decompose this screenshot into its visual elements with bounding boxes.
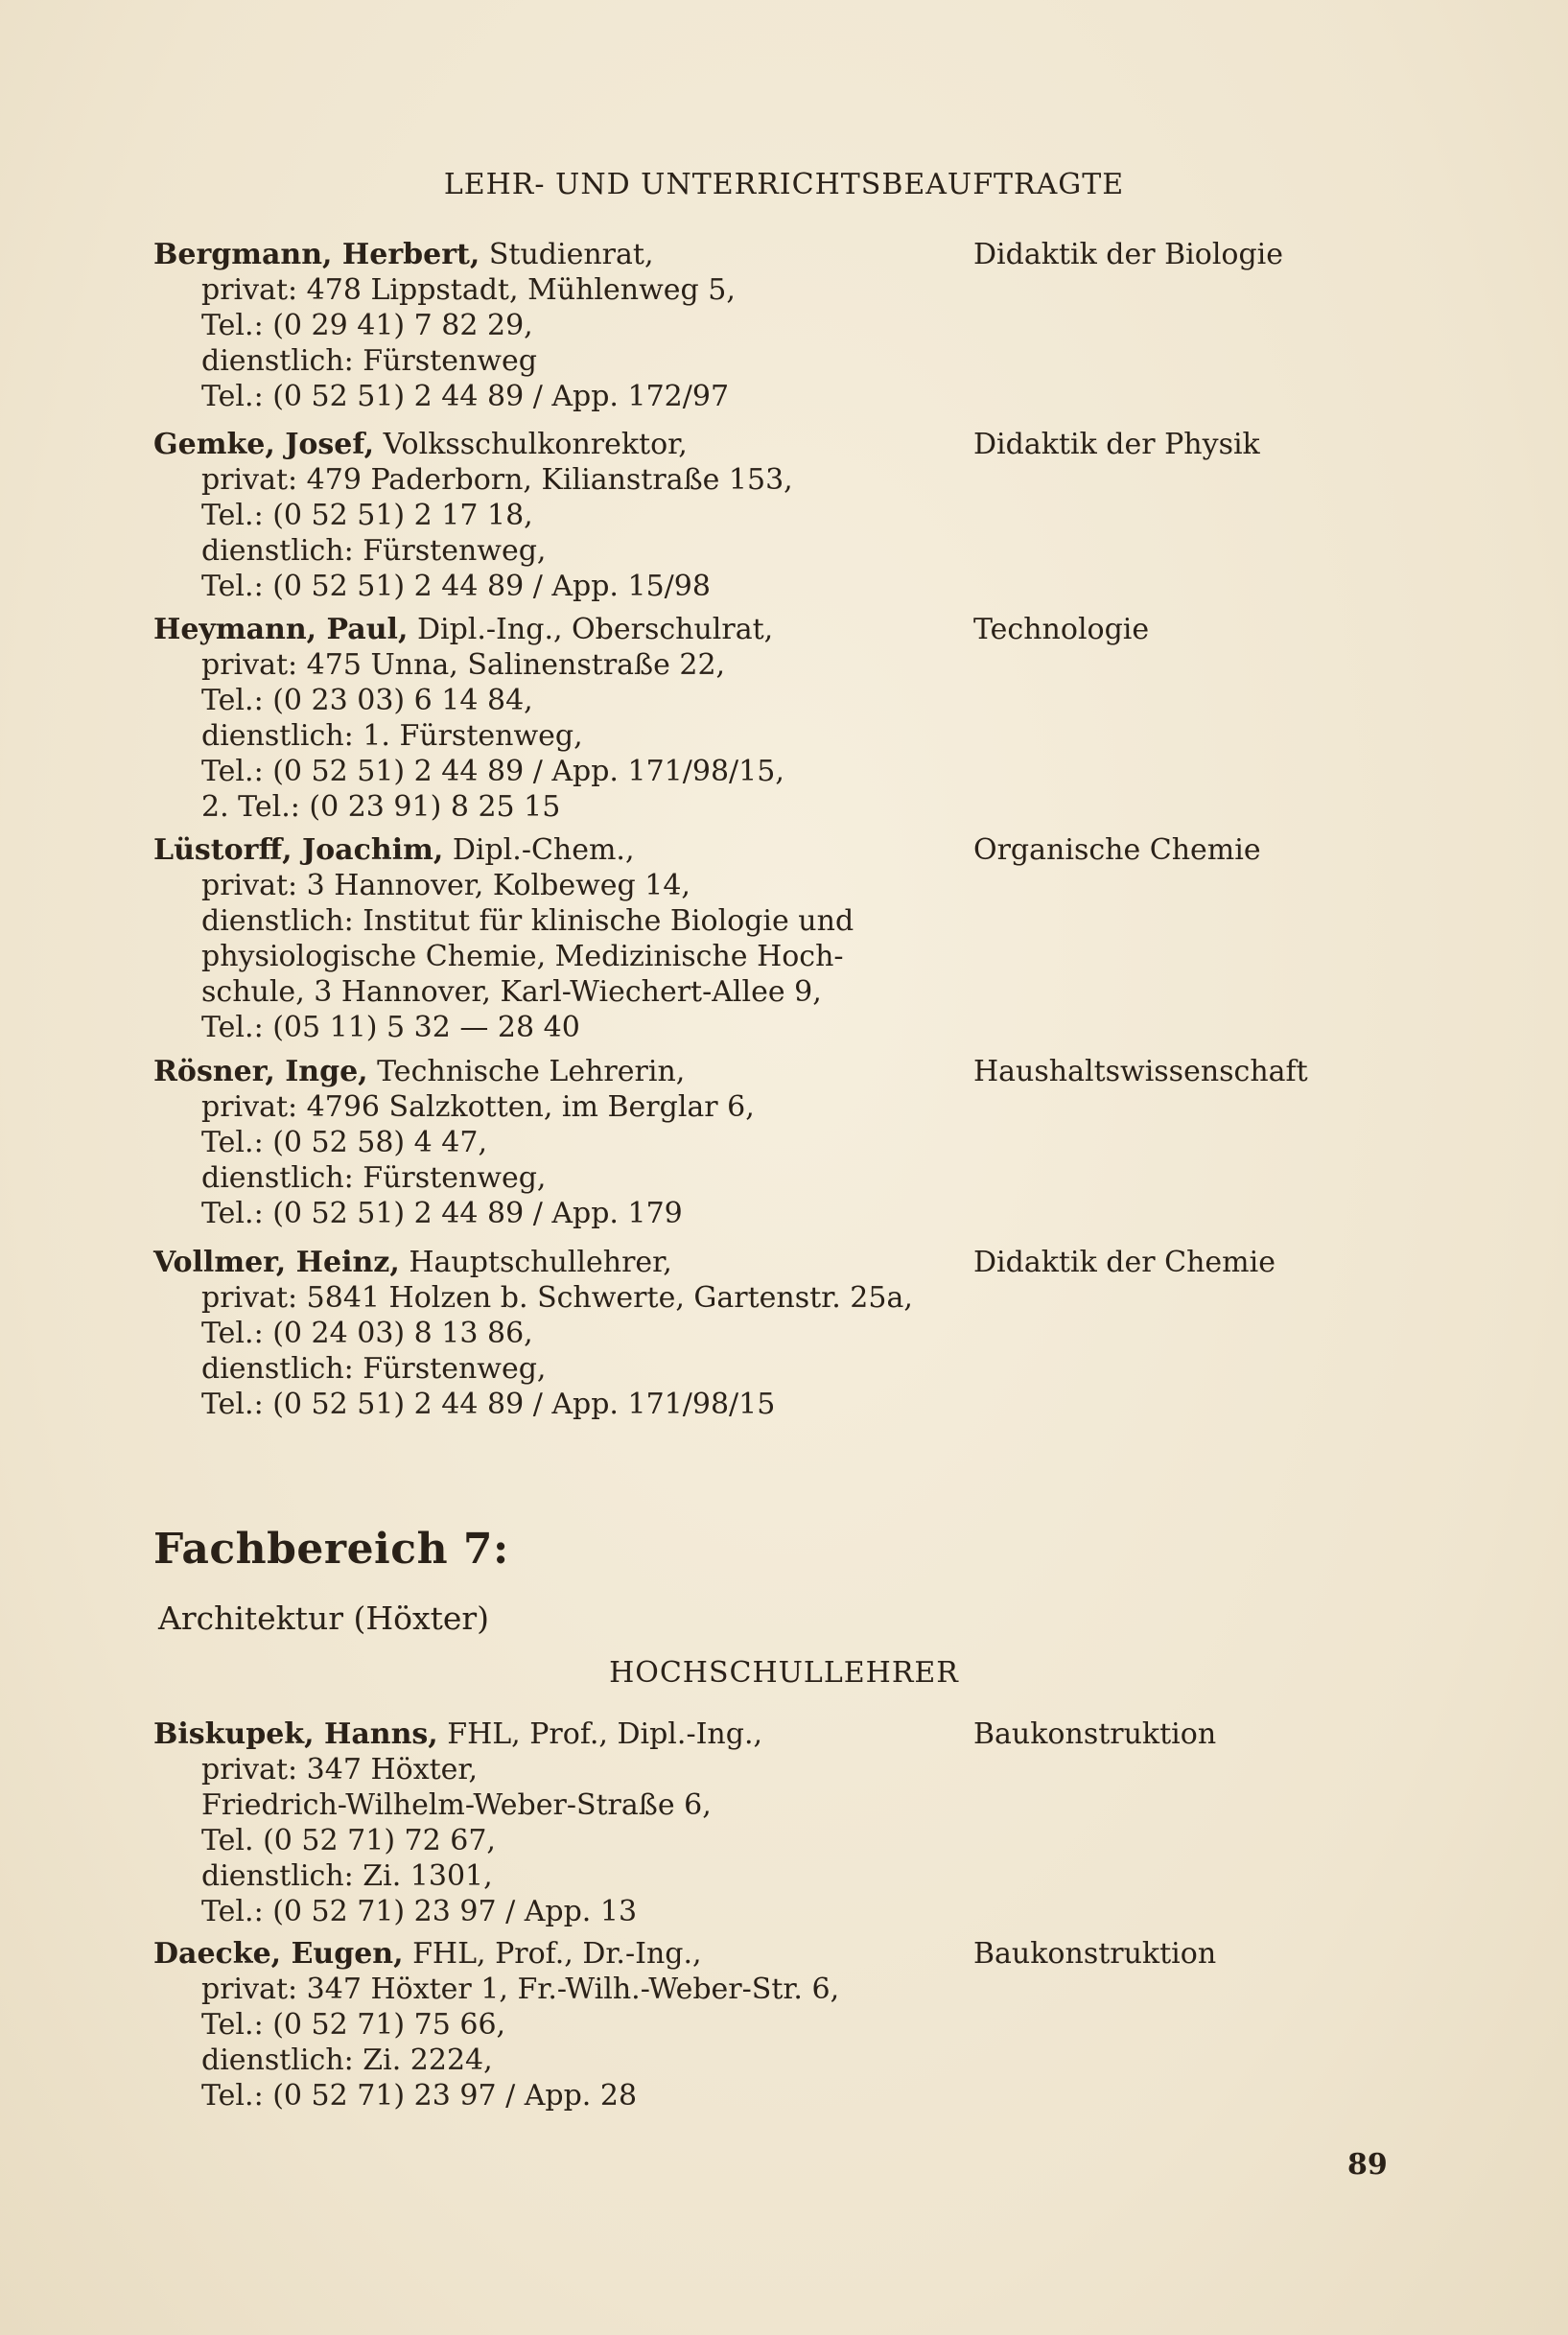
entry-subject: Baukonstruktion: [973, 1717, 1217, 1751]
staff-entry: [153, 832, 1477, 1045]
entry-line: Tel.: (0 52 51) 2 44 89 / App. 171/98/15: [201, 1388, 776, 1421]
entry-line: privat: 5841 Holzen b. Schwerte, Gartenstr. 25a,: [201, 1281, 913, 1315]
entry-line: Tel.: (0 52 51) 2 17 18,: [201, 499, 533, 532]
entry-line: Friedrich-Wilhelm-Weber-Straße 6,: [201, 1788, 712, 1822]
entry-name: Daecke, Eugen,: [153, 1937, 404, 1971]
entry-line: Tel.: (0 23 03) 6 14 84,: [201, 684, 533, 717]
entry-line: dienstlich: Zi. 2224,: [201, 2043, 493, 2077]
staff-entry: [153, 237, 1477, 414]
entry-line: schule, 3 Hannover, Karl-Wiechert-Allee 9,: [201, 975, 822, 1009]
entry-line: privat: 479 Paderborn, Kilianstraße 153,: [201, 463, 793, 497]
entry-subject: Didaktik der Biologie: [973, 238, 1284, 271]
section-subtitle: Architektur (Höxter): [158, 1599, 490, 1637]
entry-line: Tel.: (0 52 51) 2 44 89 / App. 171/98/15,: [201, 755, 784, 788]
entry-line: Tel.: (0 52 51) 2 44 89 / App. 179: [201, 1197, 683, 1230]
entry-name: Lüstorff, Joachim,: [153, 833, 444, 867]
entry-title: Technische Lehrerin,: [367, 1055, 686, 1088]
entry-line: dienstlich: Fürstenweg,: [201, 1161, 547, 1195]
entry-line: 2. Tel.: (0 23 91) 8 25 15: [201, 790, 561, 824]
entry-subject: Didaktik der Chemie: [973, 1246, 1275, 1279]
entry-line: dienstlich: Fürstenweg: [201, 344, 537, 378]
entry-title: Studienrat,: [480, 238, 654, 271]
page-heading: LEHR- UND UNTERRICHTSBEAUFTRAGTE: [443, 168, 1125, 201]
entry-subject: Haushaltswissenschaft: [973, 1055, 1308, 1088]
entry-line: privat: 347 Höxter 1, Fr.-Wilh.-Weber-Str. 6,: [201, 1973, 840, 2006]
entry-subject: Organische Chemie: [973, 833, 1261, 867]
entry-header-line: [153, 612, 1477, 647]
entry-name: Bergmann, Herbert,: [153, 238, 480, 271]
entry-line: Tel.: (0 24 03) 8 13 86,: [201, 1317, 533, 1350]
entry-line: Tel.: (0 52 71) 23 97 / App. 28: [201, 2079, 638, 2113]
entry-line: privat: 347 Höxter,: [201, 1753, 479, 1786]
entry-name: Biskupek, Hanns,: [153, 1717, 438, 1751]
entry-line: dienstlich: 1. Fürstenweg,: [201, 719, 583, 753]
entry-line: dienstlich: Institut für klinische Biologie und: [201, 904, 854, 938]
entry-title: Dipl.-Ing., Oberschulrat,: [408, 613, 774, 646]
entry-line: Tel.: (0 29 41) 7 82 29,: [201, 309, 533, 342]
entry-line: Tel. (0 52 71) 72 67,: [201, 1824, 496, 1857]
entry-name: Heymann, Paul,: [153, 613, 409, 646]
entry-line: dienstlich: Zi. 1301,: [201, 1859, 493, 1893]
entry-title: FHL, Prof., Dr.-Ing.,: [403, 1937, 702, 1971]
entry-header-line: [153, 1936, 1477, 1972]
staff-entry: [153, 612, 1477, 825]
entry-title: Hauptschullehrer,: [399, 1246, 672, 1279]
entry-title: Dipl.-Chem.,: [443, 833, 635, 867]
staff-entry: [153, 1245, 1477, 1422]
staff-entry: [153, 1054, 1477, 1231]
entry-line: privat: 475 Unna, Salinenstraße 22,: [201, 648, 726, 682]
entry-header-line: [153, 1245, 1477, 1280]
entry-line: Tel.: (0 52 71) 23 97 / App. 13: [201, 1895, 638, 1928]
entry-line: privat: 478 Lippstadt, Mühlenweg 5,: [201, 273, 736, 307]
entry-line: Tel.: (0 52 58) 4 47,: [201, 1126, 487, 1159]
entry-name: Vollmer, Heinz,: [153, 1246, 400, 1279]
entry-line: Tel.: (0 52 71) 75 66,: [201, 2008, 506, 2042]
entry-subject: Technologie: [973, 613, 1150, 646]
entry-line: Tel.: (0 52 51) 2 44 89 / App. 172/97: [201, 380, 730, 413]
entry-title: FHL, Prof., Dipl.-Ing.,: [437, 1717, 763, 1751]
section-title: Fachbereich 7:: [153, 1525, 509, 1574]
staff-entry: [153, 1716, 1477, 1929]
entry-line: Tel.: (0 52 51) 2 44 89 / App. 15/98: [201, 570, 711, 603]
entry-header-line: [153, 1716, 1477, 1752]
section-heading: HOCHSCHULLEHRER: [609, 1656, 959, 1690]
entry-title: Volksschulkonrektor,: [374, 428, 688, 461]
staff-entry: [153, 427, 1477, 604]
entry-header-line: [153, 832, 1477, 868]
entry-line: privat: 3 Hannover, Kolbeweg 14,: [201, 869, 690, 902]
staff-entry: [153, 1936, 1477, 2113]
entry-line: dienstlich: Fürstenweg,: [201, 1352, 547, 1386]
entry-line: dienstlich: Fürstenweg,: [201, 534, 547, 568]
entry-name: Gemke, Josef,: [153, 428, 375, 461]
page-number: 89: [1347, 2148, 1388, 2182]
entry-line: physiologische Chemie, Medizinische Hoch-: [201, 940, 844, 973]
entry-subject: Baukonstruktion: [973, 1937, 1217, 1971]
entry-line: privat: 4796 Salzkotten, im Berglar 6,: [201, 1090, 755, 1124]
entry-subject: Didaktik der Physik: [973, 428, 1260, 461]
entry-line: Tel.: (05 11) 5 32 — 28 40: [201, 1011, 580, 1044]
entry-header-line: [153, 427, 1477, 462]
entry-name: Rösner, Inge,: [153, 1055, 368, 1088]
